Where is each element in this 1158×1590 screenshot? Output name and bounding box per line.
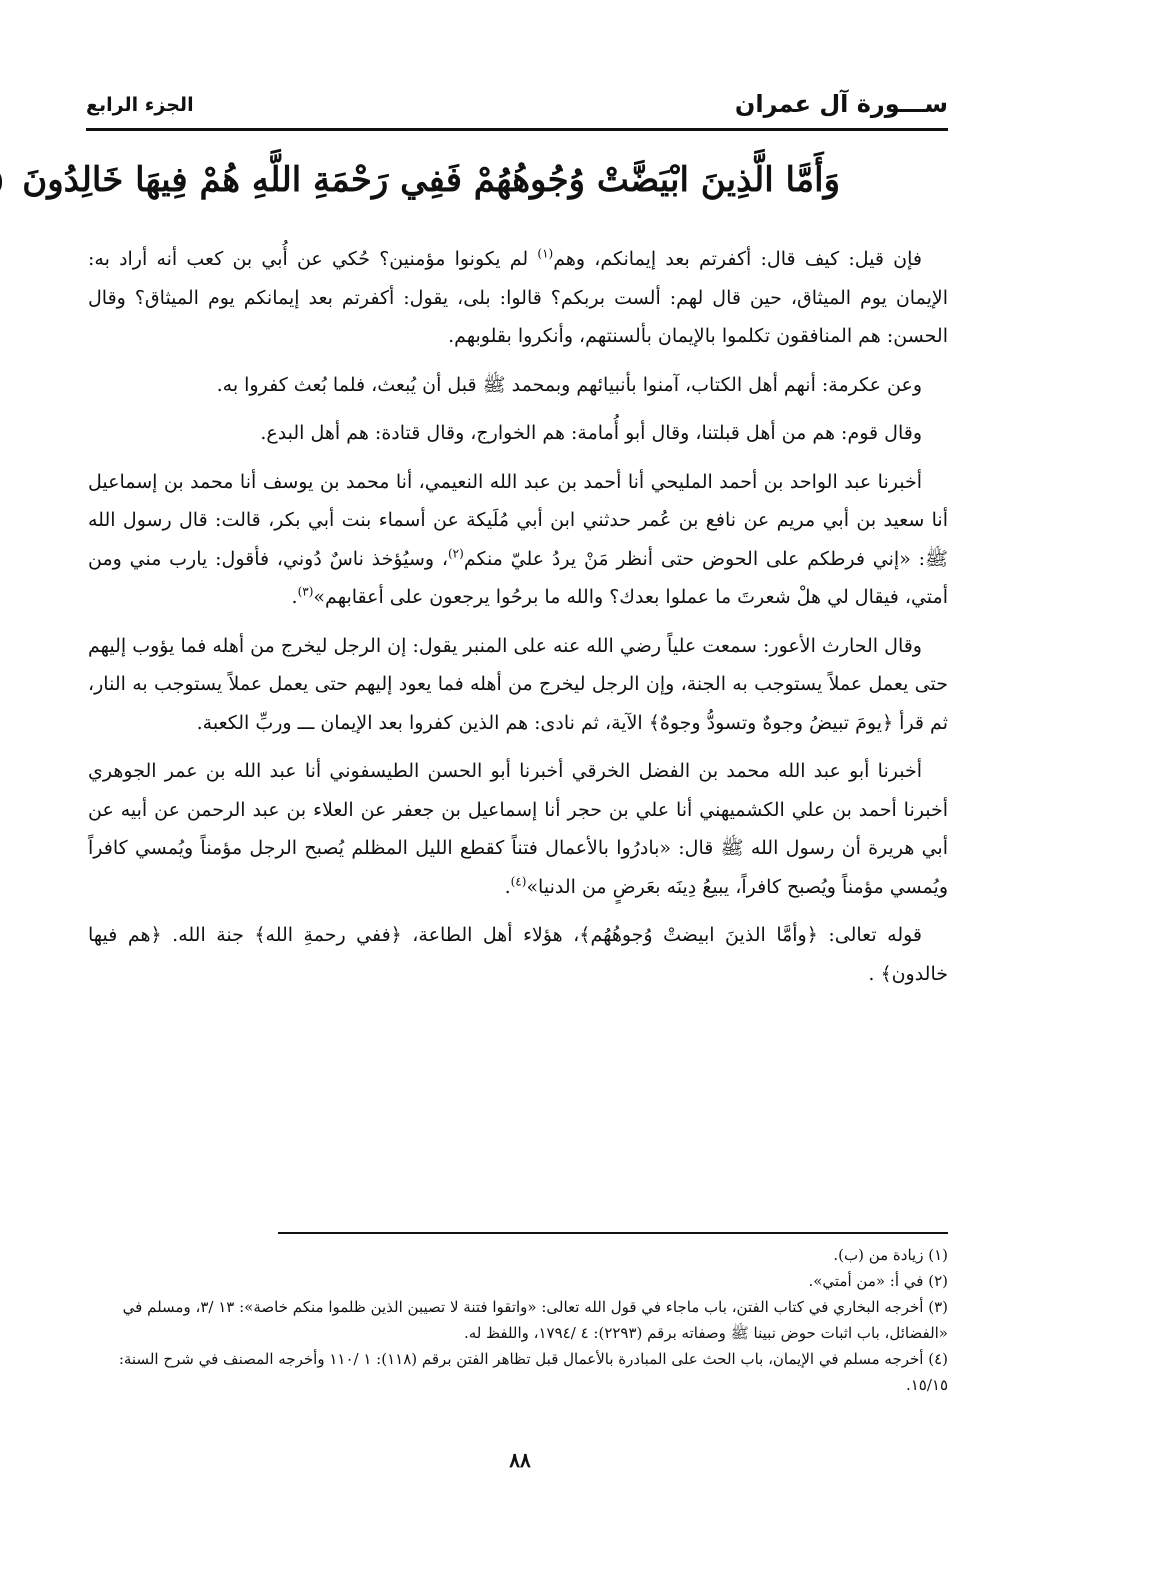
header-divider <box>86 128 948 131</box>
footnote: (٤) أخرجه مسلم في الإيمان، باب الحث على المبادرة بالأعمال قبل تظاهر الفتن برقم (١١٨): ١ /١١٠ وأخرجه المصنف في شرح السنة: ١٥/١٥. <box>118 1350 948 1394</box>
paragraph-text: وعن عكرمة: أنهم أهل الكتاب، آمنوا بأنبيائهم وبمحمد ﷺ قبل أن يُبعث، فلما بُعث كفروا به. <box>216 373 922 396</box>
paragraph <box>88 366 948 405</box>
paragraph-text: أخبرنا أبو عبد الله محمد بن الفضل الخرقي أخبرنا أبو الحسن الطيسفوني أنا عبد الله بن عمر الجوهري أخبرنا أحمد بن علي الكشميهني أنا علي بن حجر أنا إسماعيل بن جعفر عن العلاء بن عبد الرحمن عن أبيه عن أبي هريرة أن رسول الله ﷺ قال: «بادرُوا بالأعمال فتناً كقطع الليل المظلم يُصبح الرجل مؤمناً ويُمسي كافراً ويُمسي مؤمناً ويُصبح كافراً، يبيعُ دِينَه بعَرضٍ من الدنيا» <box>88 760 948 898</box>
footnote: (٣) أخرجه البخاري في كتاب الفتن، باب ماجاء في قول الله تعالى: «واتقوا فتنة لا تصيبن الذين ظلموا منكم خاصة»: ١٣ /٣، ومسلم في «الفضائل، باب اثبات حوض نبينا ﷺ وصفاته برقم (٢٢٩٣): ٤ /١٧٩٤، واللفظ له. <box>122 1298 948 1342</box>
paragraph-text: وقال الحارث الأعور: سمعت علياً رضي الله عنه على المنبر يقول: إن الرجل ليخرج من أهله فما يؤوب إليهم حتى يعمل عملاً يستوجب به الجنة، وإن الرجل ليخرج من أهله فما يعود إليهم حتى يعمل عملاً يستوجب به النار، ثم قرأ ﴿يومَ تبيضُ وجوهٌ وتسودُّ وجوهٌ﴾ الآية، ثم نادى: هم الذين كفروا بعد الإيمان ـــ وربِّ الكعبة. <box>88 634 948 734</box>
footnotes <box>88 1242 948 1398</box>
footnote-divider <box>278 1232 948 1234</box>
paragraph-text: وقال قوم: هم من أهل قبلتنا، وقال أبو أُمامة: هم الخوارج، وقال قتادة: هم أهل البدع. <box>260 422 922 444</box>
paragraph-text: . <box>504 875 511 898</box>
paragraph-text: لم يكونوا مؤمنين؟ حُكي عن أُبي بن كعب أنه أراد به: الإيمان يوم الميثاق، حين قال لهم: ألست بربكم؟ قالوا: بلى، يقول: أكفرتم بعد إيمانكم يوم الميثاق؟ وقال الحسن: هم المنافقون تكلموا بالإيمان بألسنتهم، وأنكروا بقلوبهم. <box>88 248 948 347</box>
paragraph-text: أخبرنا عبد الواحد بن أحمد المليحي أنا أحمد بن عبد الله النعيمي، أنا محمد بن يوسف أنا محمد بن إسماعيل أنا سعيد بن أبي مريم عن نافع بن عُمر حدثني ابن أبي مُلَيكة عن أسماء بنت أبي بكر، قالت: قال رسول الله ﷺ: «إني فرطكم على الحوض حتى أنظر مَنْ يردُ عليّ منكم <box>88 470 948 570</box>
paragraph <box>88 752 948 906</box>
paragraph <box>88 916 948 993</box>
verse-text: وَأَمَّا الَّذِينَ ابْيَضَّتْ وُجُوهُهُمْ فَفِي رَحْمَةِ اللَّهِ هُمْ فِيهَا خَالِدُونَ <box>22 160 840 200</box>
juz-label: الجزء الرابع <box>86 94 194 116</box>
footnote-ref: (١) <box>537 246 554 261</box>
paragraph <box>88 414 948 453</box>
paragraph <box>88 627 948 743</box>
ayah-number-mark <box>0 167 2 197</box>
surah-title: ســـورة آل عمران <box>734 90 948 118</box>
paragraph-text: . <box>291 586 298 608</box>
page-number: ٨٨ <box>509 1448 531 1472</box>
footnote: (٢) في أ: «من أمتي». <box>808 1272 948 1290</box>
paragraph <box>88 463 948 617</box>
page-header <box>86 86 948 126</box>
paragraph-text: ، وسيُؤخذ ناسٌ دُوني، فأقول: يارب مني ومن أمتي، فيقال لي هلْ شعرتَ ما عملوا بعدك؟ والله ما برحُوا يرجعون على أعقابهم» <box>88 547 948 608</box>
footnote-ref: (٣) <box>297 584 314 599</box>
commentary-body <box>88 240 948 1003</box>
footnote-ref: (٢) <box>447 546 464 561</box>
paragraph-text: فإن قيل: كيف قال: أكفرتم بعد إيمانكم، وهم <box>553 248 923 270</box>
footnote: (١) زيادة من (ب). <box>833 1246 948 1264</box>
paragraph-text: قوله تعالى: ﴿وأمَّا الذينَ ابيضتْ وُجوهُهُم﴾، هؤلاء أهل الطاعة، ﴿ففي رحمةِ الله﴾ جنة الله. ﴿هم فيها خالدون﴾ . <box>88 924 948 985</box>
quran-verse <box>22 148 840 212</box>
paragraph <box>88 240 948 356</box>
footnote-ref: (٤) <box>510 874 527 889</box>
